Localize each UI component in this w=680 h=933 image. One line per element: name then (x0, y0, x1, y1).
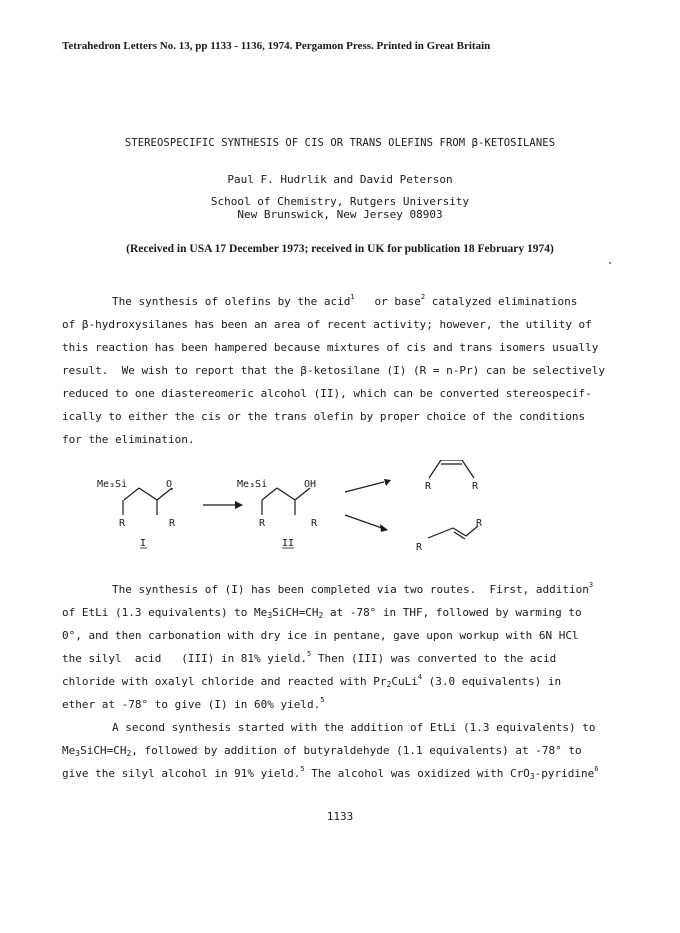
r-label: R (259, 518, 266, 529)
text-line: $Me_3SiCH=CH_2$, followed by addition of butyraldehyde (1.1 equivalents) at -78° to (62, 744, 582, 758)
text-line: of EtLi (1.3 equivalents) to $Me_3SiCH=CH_2$ at -78° in THF, followed by warming to (62, 606, 582, 620)
page-number: 1133 (326, 810, 354, 823)
paragraph-intro (62, 290, 622, 451)
me3si-label: Me₃Si (97, 479, 128, 490)
text-line: The synthesis of (I) has been completed via two routes. First, addition$^3$ (112, 581, 594, 596)
hydroxyl-label: OH (304, 479, 317, 490)
text-line: ically to either the cis or the trans olefin by proper choice of the conditions (62, 410, 586, 423)
reaction-scheme (0, 460, 680, 560)
text-line: reduced to one diastereomeric alcohol (II), which can be converted stereospecif- (62, 387, 592, 400)
affiliation-line-1: School of Chemistry, Rutgers University (210, 195, 470, 208)
article-title: STEREOSPECIFIC SYNTHESIS OF CIS OR TRANS OLEFINS FROM β-KETOSILANES (124, 137, 556, 149)
text-line: The synthesis of olefins by the acid$^1$ or base$^2$ catalyzed eliminations (112, 293, 578, 308)
r-label: R (119, 518, 126, 529)
me3si-label: Me₃Si (237, 479, 268, 490)
r-label: R (416, 542, 423, 553)
text-line: A second synthesis started with the addition of EtLi (1.3 equivalents) to (112, 721, 596, 734)
text-line: ether at -78° to give (I) in 60% yield.$^5$ (62, 696, 325, 711)
compound-label-II: II (282, 538, 295, 549)
text-line: the silyl acid (III) in 81% yield.$^5$ Then (III) was converted to the acid (62, 650, 557, 665)
r-label: R (311, 518, 318, 529)
paragraph-synthesis-1 (62, 578, 622, 785)
carbonyl-o-label: O (166, 479, 173, 490)
text-line: chloride with oxalyl chloride and reacted with $Pr_2CuLi^4$ (3.0 equivalents) in (62, 673, 562, 689)
text-line: result. We wish to report that the β-ketosilane (I) (R = n-Pr) can be selectively (62, 364, 606, 377)
affiliation-line-2: New Brunswick, New Jersey 08903 (237, 208, 443, 221)
received-dates: (Received in USA 17 December 1973; received in UK for publication 18 February 1974) (126, 243, 554, 255)
authors: Paul F. Hudrlik and David Peterson (227, 173, 453, 186)
text-line: give the silyl alcohol in 91% yield.$^5$ The alcohol was oxidized with CrO$_3$-pyridine$^6$ (62, 765, 599, 781)
text-line: of β-hydroxysilanes has been an area of recent activity; however, the utility of (62, 318, 592, 331)
r-label: R (169, 518, 176, 529)
speck (609, 262, 611, 264)
compound-label-I: I (140, 538, 147, 549)
r-label: R (425, 481, 432, 492)
text-line: 0°, and then carbonation with dry ice in pentane, gave upon workup with 6N HCl (62, 629, 579, 642)
text-line: this reaction has been hampered because mixtures of cis and trans isomers usually (62, 341, 599, 354)
text-line: for the elimination. (62, 433, 195, 446)
journal-header: Tetrahedron Letters No. 13, pp 1133 - 1136, 1974. Pergamon Press. Printed in Great Britain (62, 40, 491, 52)
r-label: R (472, 481, 479, 492)
r-label: R (476, 518, 483, 529)
